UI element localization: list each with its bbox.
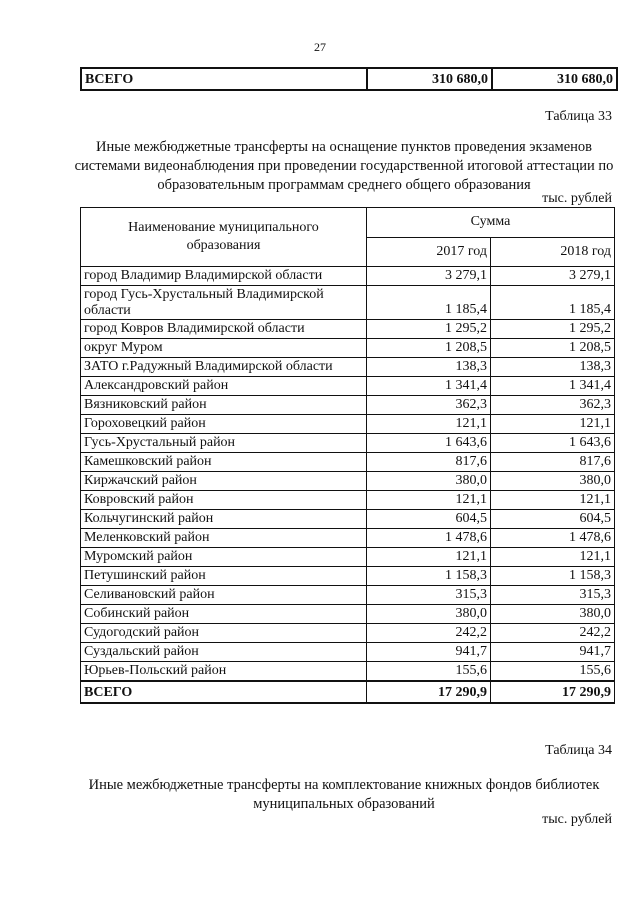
total-value-2017: 310 680,0 — [367, 68, 492, 90]
row-value-2018: 121,1 — [491, 548, 615, 567]
total-label: ВСЕГО — [81, 68, 367, 90]
header-sum: Сумма — [367, 208, 615, 238]
total-label: ВСЕГО — [81, 681, 367, 703]
table-row — [81, 643, 615, 662]
header-name: Наименование муниципального образования — [81, 208, 367, 267]
row-value-2018: 1 478,6 — [491, 529, 615, 548]
row-value-2018: 817,6 — [491, 453, 615, 472]
row-value-2018: 604,5 — [491, 510, 615, 529]
row-value-2017: 3 279,1 — [367, 267, 491, 286]
table-33-caption: Таблица 33 — [545, 109, 612, 124]
table-header-row — [81, 208, 615, 238]
row-value-2018: 242,2 — [491, 624, 615, 643]
table-row — [81, 548, 615, 567]
row-value-2018: 155,6 — [491, 662, 615, 682]
table-row — [81, 491, 615, 510]
row-name: город Владимир Владимирской области — [81, 267, 367, 286]
row-value-2018: 380,0 — [491, 605, 615, 624]
previous-table-total — [80, 67, 618, 91]
row-value-2018: 1 185,4 — [491, 286, 615, 320]
row-value-2017: 1 478,6 — [367, 529, 491, 548]
row-name: Александровский район — [81, 377, 367, 396]
row-value-2018: 1 208,5 — [491, 339, 615, 358]
row-value-2017: 941,7 — [367, 643, 491, 662]
row-value-2018: 121,1 — [491, 415, 615, 434]
row-name: Петушинский район — [81, 567, 367, 586]
row-name: Кольчугинский район — [81, 510, 367, 529]
row-name: Киржачский район — [81, 472, 367, 491]
row-value-2017: 121,1 — [367, 548, 491, 567]
row-value-2018: 380,0 — [491, 472, 615, 491]
row-value-2018: 315,3 — [491, 586, 615, 605]
table-33-title: Иные межбюджетные трансферты на оснащение пунктов проведения экзаменов системами видеонаблюдения при проведении государственной итоговой аттестации по образовательным программам среднего общего образования — [74, 139, 614, 193]
table-33-units: тыс. рублей — [542, 191, 612, 206]
table-row — [81, 415, 615, 434]
total-row — [81, 68, 617, 90]
table-row — [81, 320, 615, 339]
row-value-2018: 3 279,1 — [491, 267, 615, 286]
row-name: Вязниковский район — [81, 396, 367, 415]
row-value-2018: 121,1 — [491, 491, 615, 510]
table-row — [81, 339, 615, 358]
row-value-2017: 315,3 — [367, 586, 491, 605]
row-value-2018: 138,3 — [491, 358, 615, 377]
row-name: город Гусь-Хрустальный Владимирской области — [81, 286, 367, 320]
row-value-2018: 1 643,6 — [491, 434, 615, 453]
table-row — [81, 510, 615, 529]
row-name: Селивановский район — [81, 586, 367, 605]
row-name: город Ковров Владимирской области — [81, 320, 367, 339]
page-number: 27 — [314, 40, 326, 54]
row-value-2017: 1 185,4 — [367, 286, 491, 320]
table-34-title: Иные межбюджетные трансферты на комплектование книжных фондов библиотек муниципальных образований — [88, 777, 600, 812]
total-2017: 17 290,9 — [367, 681, 491, 703]
row-value-2018: 1 158,3 — [491, 567, 615, 586]
table-row — [81, 434, 615, 453]
row-name: Гороховецкий район — [81, 415, 367, 434]
row-value-2017: 242,2 — [367, 624, 491, 643]
row-value-2017: 121,1 — [367, 491, 491, 510]
table-row — [81, 529, 615, 548]
table-row — [81, 358, 615, 377]
table-row — [81, 662, 615, 682]
table-row — [81, 286, 615, 320]
table-row — [81, 567, 615, 586]
table-34-caption: Таблица 34 — [545, 743, 612, 758]
row-value-2018: 1 341,4 — [491, 377, 615, 396]
row-name: Суздальский район — [81, 643, 367, 662]
row-name: Муромский район — [81, 548, 367, 567]
row-value-2017: 1 208,5 — [367, 339, 491, 358]
row-value-2018: 1 295,2 — [491, 320, 615, 339]
table-row — [81, 267, 615, 286]
table-33-total-row — [81, 681, 615, 703]
row-value-2017: 817,6 — [367, 453, 491, 472]
row-name: Ковровский район — [81, 491, 367, 510]
header-year-2017: 2017 год — [367, 237, 491, 267]
total-2018: 17 290,9 — [491, 681, 615, 703]
table-33 — [80, 207, 615, 704]
row-name: ЗАТО г.Радужный Владимирской области — [81, 358, 367, 377]
table-row — [81, 624, 615, 643]
row-name: Собинский район — [81, 605, 367, 624]
row-name: округ Муром — [81, 339, 367, 358]
row-name: Гусь-Хрустальный район — [81, 434, 367, 453]
table-row — [81, 472, 615, 491]
row-value-2017: 121,1 — [367, 415, 491, 434]
row-name: Камешковский район — [81, 453, 367, 472]
row-value-2017: 1 643,6 — [367, 434, 491, 453]
total-value-2018: 310 680,0 — [492, 68, 617, 90]
row-value-2017: 1 158,3 — [367, 567, 491, 586]
table-row — [81, 586, 615, 605]
row-name: Судогодский район — [81, 624, 367, 643]
row-value-2018: 362,3 — [491, 396, 615, 415]
row-value-2018: 941,7 — [491, 643, 615, 662]
table-row — [81, 605, 615, 624]
row-name: Юрьев-Польский район — [81, 662, 367, 682]
table-34-units: тыс. рублей — [542, 812, 612, 827]
row-value-2017: 138,3 — [367, 358, 491, 377]
row-value-2017: 1 295,2 — [367, 320, 491, 339]
table-row — [81, 396, 615, 415]
row-value-2017: 362,3 — [367, 396, 491, 415]
row-value-2017: 1 341,4 — [367, 377, 491, 396]
row-value-2017: 380,0 — [367, 605, 491, 624]
row-name: Меленковский район — [81, 529, 367, 548]
table-row — [81, 377, 615, 396]
header-year-2018: 2018 год — [491, 237, 615, 267]
table-row — [81, 453, 615, 472]
row-value-2017: 155,6 — [367, 662, 491, 682]
row-value-2017: 380,0 — [367, 472, 491, 491]
row-value-2017: 604,5 — [367, 510, 491, 529]
